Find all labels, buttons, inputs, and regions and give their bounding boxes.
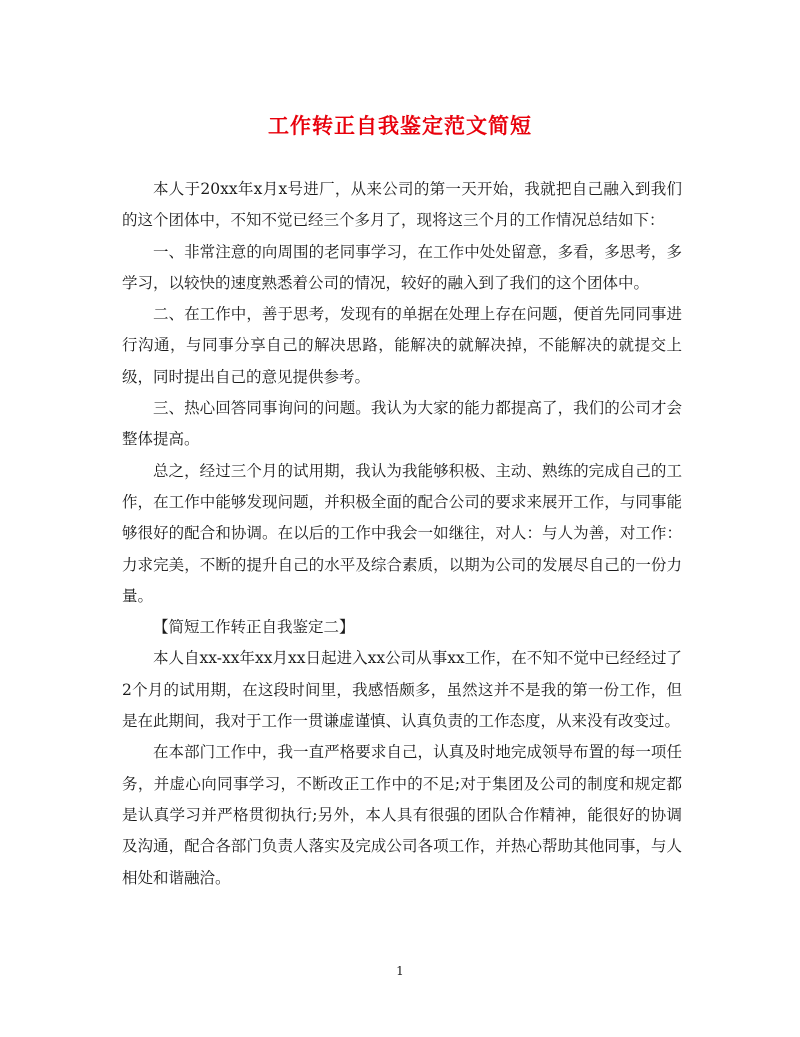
section-heading-two: 【简短工作转正自我鉴定二】 — [153, 618, 355, 637]
paragraph-point-three: 三、热心回答同事询问的问题。我认为大家的能力都提高了，我们的公司才会整体提高。 — [122, 399, 682, 449]
paragraph-point-two: 二、在工作中，善于思考，发现有的单据在处理上存在问题，便首先同同事进行沟通，与同事分享自己的解决思路，能解决的就解决掉，不能解决的就提交上级，同时提出自己的意见提供参考。 — [122, 305, 682, 386]
paragraph-section-two-intro: 本人自xx-xx年xx月xx日起进入xx公司从事xx工作，在不知不觉中已经经过了2个月的试用期，在这段时间里，我感悟颇多，虽然这并不是我的第一份工作，但是在此期间，我对于工作一贯谦虚谨慎、认真负责的工作态度，从来没有改变过。 — [122, 649, 682, 731]
paragraph-point-one: 一、非常注意的向周围的老同事学习，在工作中处处留意，多看，多思考，多学习，以较快的速度熟悉着公司的情况，较好的融入到了我们的这个团体中。 — [122, 242, 682, 292]
document-body — [122, 174, 682, 894]
page-number: 1 — [396, 964, 404, 978]
paragraph-intro: 本人于20xx年x月x号进厂，从来公司的第一天开始，我就把自己融入到我们的这个团体中，不知不觉已经三个多月了，现将这三个月的工作情况总结如下： — [122, 180, 682, 230]
document-title: 工作转正自我鉴定范文简短 — [268, 113, 532, 138]
paragraph-section-two-work: 在本部门工作中，我一直严格要求自己，认真及时地完成领导布置的每一项任务，并虚心向同事学习，不断改正工作中的不足;对于集团及公司的制度和规定都是认真学习并严格贯彻执行;另外，本人具有很强的团队合作精神，能很好的协调及沟通，配合各部门负责人落实及完成公司各项工作，并热心帮助其他同事，与人相处和谐融洽。 — [122, 743, 682, 887]
paragraph-summary: 总之，经过三个月的试用期，我认为我能够积极、主动、熟练的完成自己的工作，在工作中能够发现问题，并积极全面的配合公司的要求来展开工作，与同事能够很好的配合和协调。在以后的工作中我会一如继往，对人：与人为善，对工作：力求完美，不断的提升自己的水平及综合素质，以期为公司的发展尽自己的一份力量。 — [122, 461, 682, 605]
